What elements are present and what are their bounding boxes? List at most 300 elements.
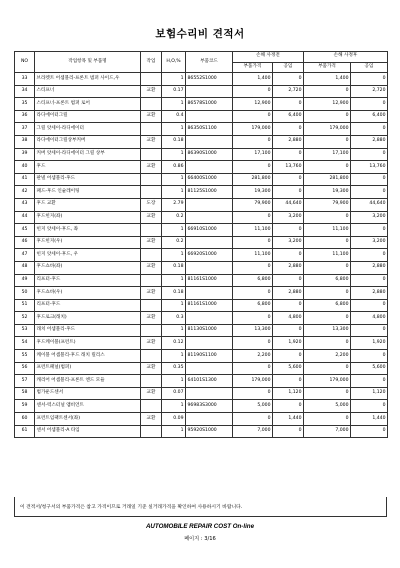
row-no: 56 (15, 362, 35, 375)
row-code: 81161S1000 (186, 299, 233, 312)
row-part-price-before: 11,100 (233, 249, 273, 262)
row-code: 86552S1000 (186, 73, 233, 86)
row-code: 81130S1000 (186, 324, 233, 337)
row-labor-before: 2,880 (273, 261, 304, 274)
row-item: 후드쇼바(좌) (35, 261, 141, 274)
row-item: 스티프너 (35, 85, 141, 98)
row-no: 59 (15, 400, 35, 413)
table-row (15, 236, 388, 249)
row-labor-after: 3,200 (351, 211, 388, 224)
row-labor-before: 3,200 (273, 211, 304, 224)
row-no: 54 (15, 337, 35, 350)
row-hox: 1 (162, 148, 186, 161)
row-work: 교환 (141, 287, 162, 300)
row-code (186, 337, 233, 350)
row-hox: 1 (162, 73, 186, 86)
row-part-price-after: 17,100 (304, 148, 351, 161)
row-no: 37 (15, 123, 35, 136)
row-work: 교환 (141, 413, 162, 426)
row-labor-before: 2,880 (273, 287, 304, 300)
table-body (15, 73, 388, 438)
row-work (141, 249, 162, 262)
row-part-price-after: 12,900 (304, 98, 351, 111)
row-item: 라디에이터그릴상부커버 (35, 135, 141, 148)
row-code (186, 85, 233, 98)
row-code (186, 211, 233, 224)
row-part-price-after: 13,300 (304, 324, 351, 337)
row-labor-before: 0 (273, 186, 304, 199)
row-no: 52 (15, 312, 35, 325)
row-work (141, 73, 162, 86)
row-hox: 1 (162, 425, 186, 438)
row-labor-before: 0 (273, 123, 304, 136)
row-item: 브라켓트 어셈블리-프론트 범퍼 사이드,우 (35, 73, 141, 86)
table-row (15, 287, 388, 300)
row-item: 리프터-후드 (35, 299, 141, 312)
row-part-price-before: 179,000 (233, 375, 273, 388)
row-part-price-before: 11,100 (233, 224, 273, 237)
row-item: 후드로크(래치) (35, 312, 141, 325)
row-part-price-after: 1,400 (304, 73, 351, 86)
table-row (15, 350, 388, 363)
row-no: 35 (15, 98, 35, 111)
row-part-price-after: 0 (304, 337, 351, 350)
table-row (15, 362, 388, 375)
row-work (141, 274, 162, 287)
row-no: 50 (15, 287, 35, 300)
row-code: 64101S1300 (186, 375, 233, 388)
header-hox: H,O,% (162, 52, 186, 73)
row-labor-after: 1,440 (351, 413, 388, 426)
row-code (186, 287, 233, 300)
row-part-price-after: 7,000 (304, 425, 351, 438)
row-labor-after: 44,640 (351, 198, 388, 211)
table-header (15, 52, 388, 73)
row-hox: 0.3 (162, 312, 186, 325)
row-labor-before: 0 (273, 249, 304, 262)
row-hox: 1 (162, 186, 186, 199)
row-item: 케이블 어셈블리-후드 래치 릴리스 (35, 350, 141, 363)
row-part-price-before: 19,300 (233, 186, 273, 199)
row-part-price-after: 0 (304, 85, 351, 98)
row-code: 96983S3000 (186, 400, 233, 413)
row-labor-before: 0 (273, 73, 304, 86)
row-part-price-after: 0 (304, 413, 351, 426)
table-row (15, 110, 388, 123)
table-row (15, 312, 388, 325)
row-no: 55 (15, 350, 35, 363)
row-work: 교환 (141, 387, 162, 400)
row-no: 47 (15, 249, 35, 262)
row-labor-before: 3,200 (273, 236, 304, 249)
row-labor-after: 3,200 (351, 236, 388, 249)
row-code (186, 161, 233, 174)
row-labor-before: 0 (273, 324, 304, 337)
row-item: 범가운드센서 (35, 387, 141, 400)
row-work: 교환 (141, 362, 162, 375)
row-item: 커버 앗세이-라디에이터 그릴 상부 (35, 148, 141, 161)
row-code (186, 198, 233, 211)
row-work (141, 98, 162, 111)
header-item: 작업항목 및 부품명 (35, 52, 141, 73)
row-labor-after: 0 (351, 186, 388, 199)
row-work (141, 186, 162, 199)
row-part-price-before: 7,000 (233, 425, 273, 438)
row-code (186, 362, 233, 375)
row-part-price-before: 0 (233, 261, 273, 274)
row-part-price-after: 0 (304, 387, 351, 400)
row-hox: 1 (162, 400, 186, 413)
row-part-price-before: 0 (233, 110, 273, 123)
table-row (15, 224, 388, 237)
row-work (141, 148, 162, 161)
row-labor-before: 0 (273, 148, 304, 161)
row-part-price-after: 281,800 (304, 173, 351, 186)
row-item: 그릴 앗세이-라디에이터 (35, 123, 141, 136)
row-no: 49 (15, 274, 35, 287)
row-part-price-before: 0 (233, 85, 273, 98)
row-hox: 1 (162, 98, 186, 111)
row-hox: 1 (162, 324, 186, 337)
table-row (15, 249, 388, 262)
header-before: 손해 사정전 (233, 52, 304, 63)
row-code: 95920S1000 (186, 425, 233, 438)
table-row (15, 211, 388, 224)
row-labor-after: 0 (351, 400, 388, 413)
row-part-price-after: 19,300 (304, 186, 351, 199)
table-row (15, 299, 388, 312)
row-item: 스티프너-프론트 범퍼 로어 (35, 98, 141, 111)
table-row (15, 186, 388, 199)
row-part-price-after: 11,100 (304, 224, 351, 237)
row-no: 58 (15, 387, 35, 400)
row-hox: 0.18 (162, 287, 186, 300)
header-work: 작업 (141, 52, 162, 73)
table-row (15, 73, 388, 86)
table-row (15, 413, 388, 426)
estimate-table (14, 51, 388, 438)
row-work (141, 224, 162, 237)
row-code: 86350S1100 (186, 123, 233, 136)
row-no: 40 (15, 161, 35, 174)
row-hox: 0.09 (162, 413, 186, 426)
table-row (15, 375, 388, 388)
row-item: 리프터-후드 (35, 274, 141, 287)
table-row (15, 198, 388, 211)
row-labor-after: 0 (351, 148, 388, 161)
row-part-price-before: 0 (233, 287, 273, 300)
row-part-price-before: 5,000 (233, 400, 273, 413)
table-row (15, 400, 388, 413)
row-part-price-after: 0 (304, 211, 351, 224)
row-labor-before: 1,440 (273, 413, 304, 426)
row-part-price-after: 6,800 (304, 274, 351, 287)
row-labor-before: 1,120 (273, 387, 304, 400)
row-part-price-before: 179,000 (233, 123, 273, 136)
row-part-price-before: 17,100 (233, 148, 273, 161)
row-part-price-before: 0 (233, 135, 273, 148)
row-item: 라디에이터그릴 (35, 110, 141, 123)
header-part-price: 부품가격 (233, 62, 273, 73)
table-row (15, 135, 388, 148)
row-part-price-before: 281,800 (233, 173, 273, 186)
table-row (15, 98, 388, 111)
row-labor-after: 0 (351, 224, 388, 237)
row-labor-after: 0 (351, 73, 388, 86)
row-code (186, 413, 233, 426)
row-labor-before: 13,760 (273, 161, 304, 174)
document-title: 보험수리비 견적서 (155, 28, 245, 40)
footer-title: AUTOMOBILE REPAIR COST On-line (145, 523, 255, 530)
row-no: 60 (15, 413, 35, 426)
row-part-price-before: 1,400 (233, 73, 273, 86)
row-labor-before: 0 (273, 400, 304, 413)
row-work: 교환 (141, 161, 162, 174)
row-hox: 1 (162, 173, 186, 186)
row-code (186, 387, 233, 400)
row-labor-after: 2,880 (351, 261, 388, 274)
row-part-price-after: 0 (304, 135, 351, 148)
row-work (141, 400, 162, 413)
row-item: 프런트패널(범퍼) (35, 362, 141, 375)
row-labor-after: 2,720 (351, 85, 388, 98)
header-no: NO (15, 52, 35, 73)
price-disclaimer: 이 견적서/청구서의 부품가격은 참고 가격이므로 거래일 기준 실거래가격을 확인하여 사용하시기 바랍니다. (14, 497, 387, 517)
row-item: 후드케이블(프런트) (35, 337, 141, 350)
row-labor-before: 0 (273, 375, 304, 388)
row-labor-after: 1,920 (351, 337, 388, 350)
row-labor-after: 0 (351, 324, 388, 337)
row-no: 33 (15, 73, 35, 86)
row-hox: 1 (162, 249, 186, 262)
row-part-price-before: 0 (233, 211, 273, 224)
row-labor-after: 0 (351, 123, 388, 136)
row-no: 61 (15, 425, 35, 438)
row-code (186, 261, 233, 274)
row-part-price-after: 2,200 (304, 350, 351, 363)
row-work (141, 375, 162, 388)
row-work (141, 324, 162, 337)
row-hox: 0.12 (162, 337, 186, 350)
row-hox: 1 (162, 299, 186, 312)
row-no: 44 (15, 211, 35, 224)
row-work: 교환 (141, 261, 162, 274)
row-part-price-before: 79,900 (233, 198, 273, 211)
row-item: 프런트임팩트센서(좌) (35, 413, 141, 426)
row-code: 86390S1000 (186, 148, 233, 161)
table-row (15, 161, 388, 174)
row-part-price-after: 0 (304, 362, 351, 375)
row-work: 교환 (141, 312, 162, 325)
table-row (15, 324, 388, 337)
row-code (186, 236, 233, 249)
row-no: 39 (15, 148, 35, 161)
row-code: 66910S1000 (186, 224, 233, 237)
row-part-price-before: 0 (233, 413, 273, 426)
row-hox: 1 (162, 375, 186, 388)
row-no: 51 (15, 299, 35, 312)
row-no: 38 (15, 135, 35, 148)
row-no: 46 (15, 236, 35, 249)
row-item: 후드 (35, 161, 141, 174)
header-part-price-after: 부품가격 (304, 62, 351, 73)
row-part-price-after: 11,100 (304, 249, 351, 262)
row-part-price-after: 6,800 (304, 299, 351, 312)
row-work: 교환 (141, 236, 162, 249)
row-part-price-before: 0 (233, 337, 273, 350)
row-part-price-after: 0 (304, 287, 351, 300)
row-part-price-before: 13,300 (233, 324, 273, 337)
row-labor-after: 0 (351, 274, 388, 287)
row-code: 81125S1000 (186, 186, 233, 199)
table-row (15, 274, 388, 287)
row-labor-after: 4,800 (351, 312, 388, 325)
row-labor-before: 0 (273, 299, 304, 312)
header-code: 부품코드 (186, 52, 233, 73)
row-hox: 0.07 (162, 387, 186, 400)
row-part-price-after: 0 (304, 312, 351, 325)
row-hox: 0.18 (162, 135, 186, 148)
row-part-price-before: 6,800 (233, 299, 273, 312)
row-code: 66920S1000 (186, 249, 233, 262)
table-row (15, 261, 388, 274)
row-labor-after: 6,400 (351, 110, 388, 123)
row-item: 후드쇼바(우) (35, 287, 141, 300)
row-labor-before: 0 (273, 425, 304, 438)
row-part-price-before: 2,200 (233, 350, 273, 363)
row-labor-before: 2,720 (273, 85, 304, 98)
row-labor-after: 1,120 (351, 387, 388, 400)
row-item: 캐리어 어셈블리-프론트 엔드 모듈 (35, 375, 141, 388)
row-hox: 0.35 (162, 362, 186, 375)
row-no: 41 (15, 173, 35, 186)
row-part-price-after: 0 (304, 236, 351, 249)
row-labor-after: 0 (351, 375, 388, 388)
row-part-price-after: 79,900 (304, 198, 351, 211)
row-labor-before: 44,640 (273, 198, 304, 211)
page-number: 페이지 : 3/16 (184, 536, 216, 542)
row-no: 53 (15, 324, 35, 337)
row-labor-before: 0 (273, 98, 304, 111)
row-part-price-before: 0 (233, 362, 273, 375)
row-code: 66400S1000 (186, 173, 233, 186)
row-part-price-before: 0 (233, 312, 273, 325)
row-hox: 0.2 (162, 211, 186, 224)
row-labor-after: 5,600 (351, 362, 388, 375)
table-row (15, 148, 388, 161)
row-labor-after: 2,880 (351, 287, 388, 300)
row-no: 43 (15, 198, 35, 211)
row-part-price-after: 0 (304, 161, 351, 174)
row-work: 교환 (141, 110, 162, 123)
row-no: 42 (15, 186, 35, 199)
row-no: 45 (15, 224, 35, 237)
row-hox: 2.79 (162, 198, 186, 211)
row-part-price-after: 179,000 (304, 375, 351, 388)
row-no: 48 (15, 261, 35, 274)
row-hox: 0.17 (162, 85, 186, 98)
row-labor-after: 0 (351, 425, 388, 438)
row-part-price-before: 12,900 (233, 98, 273, 111)
row-hox: 1 (162, 224, 186, 237)
row-labor-before: 2,880 (273, 135, 304, 148)
row-item: 후드힌지(좌) (35, 211, 141, 224)
row-work: 도장 (141, 198, 162, 211)
row-item: 래치 어셈블리-후드 (35, 324, 141, 337)
row-part-price-before: 0 (233, 387, 273, 400)
row-work: 교환 (141, 337, 162, 350)
header-labor: 공임 (273, 62, 304, 73)
row-part-price-before: 6,800 (233, 274, 273, 287)
row-labor-after: 0 (351, 98, 388, 111)
row-code: 81161S1000 (186, 274, 233, 287)
row-hox: 0.2 (162, 236, 186, 249)
row-part-price-after: 0 (304, 110, 351, 123)
row-labor-before: 5,600 (273, 362, 304, 375)
row-hox: 0.4 (162, 110, 186, 123)
row-labor-before: 0 (273, 274, 304, 287)
row-hox: 0.18 (162, 261, 186, 274)
row-work (141, 123, 162, 136)
row-labor-before: 0 (273, 350, 304, 363)
row-labor-after: 2,880 (351, 135, 388, 148)
row-labor-after: 0 (351, 299, 388, 312)
row-no: 34 (15, 85, 35, 98)
row-work (141, 425, 162, 438)
table-row (15, 85, 388, 98)
row-no: 36 (15, 110, 35, 123)
table-row (15, 173, 388, 186)
row-work: 교환 (141, 135, 162, 148)
header-labor-after: 공임 (351, 62, 388, 73)
row-code: 81190S1100 (186, 350, 233, 363)
row-labor-before: 1,920 (273, 337, 304, 350)
row-part-price-before: 0 (233, 161, 273, 174)
row-labor-before: 0 (273, 224, 304, 237)
table-row (15, 387, 388, 400)
row-work (141, 350, 162, 363)
row-labor-after: 13,760 (351, 161, 388, 174)
row-labor-before: 6,400 (273, 110, 304, 123)
row-code: 86578S1000 (186, 98, 233, 111)
row-work: 교환 (141, 211, 162, 224)
row-code (186, 110, 233, 123)
row-item: 후드힌지(우) (35, 236, 141, 249)
row-item: 센서 어셈블리-A 타입 (35, 425, 141, 438)
row-part-price-before: 0 (233, 236, 273, 249)
row-labor-before: 0 (273, 173, 304, 186)
row-item: 센서-럭스터널 앰비언트 (35, 400, 141, 413)
table-row (15, 425, 388, 438)
table-row (15, 123, 388, 136)
row-item: 판넬 어셈블리-후드 (35, 173, 141, 186)
row-item: 후드 교환 (35, 198, 141, 211)
row-labor-after: 0 (351, 249, 388, 262)
row-hox: 1 (162, 123, 186, 136)
row-hox: 0.86 (162, 161, 186, 174)
row-item: 힌지 앗세이-후드, 우 (35, 249, 141, 262)
row-code (186, 312, 233, 325)
header-after: 손해 사정후 (304, 52, 388, 63)
row-work (141, 173, 162, 186)
table-row (15, 337, 388, 350)
row-part-price-after: 179,000 (304, 123, 351, 136)
row-hox: 1 (162, 274, 186, 287)
row-code (186, 135, 233, 148)
row-work: 교환 (141, 85, 162, 98)
row-no: 57 (15, 375, 35, 388)
row-part-price-after: 0 (304, 261, 351, 274)
